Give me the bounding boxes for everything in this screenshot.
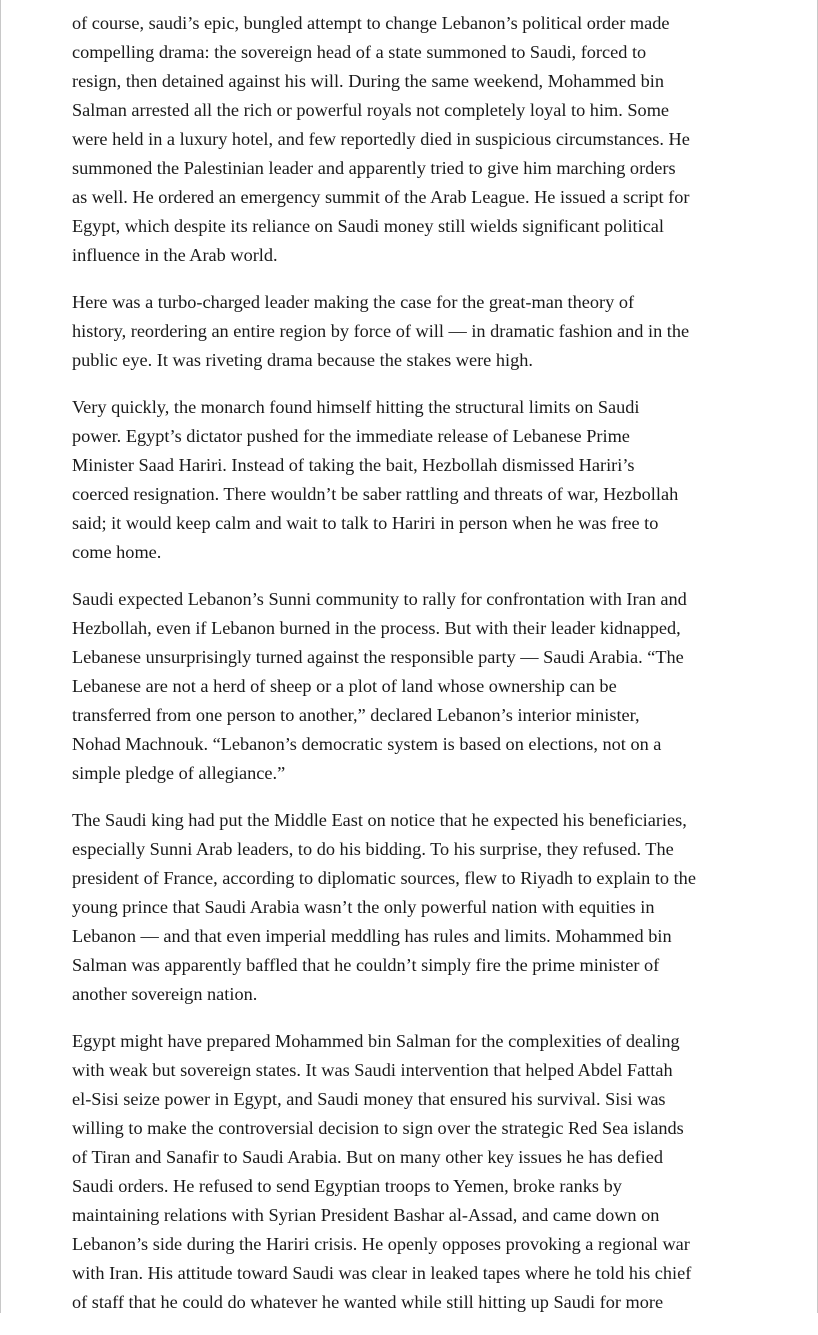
text-line: of staff that he could do whatever he wanted while still hitting up Saudi for more xyxy=(72,1292,664,1312)
text-line: history, reordering an entire region by force of will — in dramatic fashion and in the xyxy=(72,321,690,341)
paragraph-5 xyxy=(72,806,752,1009)
text-line: as well. He ordered an emergency summit of the Arab League. He issued a script for xyxy=(72,187,690,207)
paragraph-4 xyxy=(72,585,752,788)
text-line: el-Sisi seize power in Egypt, and Saudi money that ensured his survival. Sisi was xyxy=(72,1089,666,1109)
text-line: coerced resignation. There wouldn’t be saber rattling and threats of war, Hezbollah xyxy=(72,484,679,504)
paragraph-3 xyxy=(72,393,752,567)
text-line: resign, then detained against his will. During the same weekend, Mohammed bin xyxy=(72,71,664,91)
text-line: of Tiran and Sanafir to Saudi Arabia. But on many other key issues he has defied xyxy=(72,1147,663,1167)
text-line: Lebanese are not a herd of sheep or a plot of land whose ownership can be xyxy=(72,676,617,696)
text-line: transferred from one person to another,” declared Lebanon’s interior minister, xyxy=(72,705,640,725)
text-line: come home. xyxy=(72,542,162,562)
text-line: were held in a luxury hotel, and few reportedly died in suspicious circumstances. He xyxy=(72,129,690,149)
text-line: maintaining relations with Syrian President Bashar al-Assad, and came down on xyxy=(72,1205,660,1225)
text-line: power. Egypt’s dictator pushed for the immediate release of Lebanese Prime xyxy=(72,426,630,446)
text-line: Salman arrested all the rich or powerful royals not completely loyal to him. Some xyxy=(72,100,670,120)
text-line: Egypt might have prepared Mohammed bin Salman for the complexities of dealing xyxy=(72,1031,680,1051)
paragraph-2 xyxy=(72,288,752,375)
text-line: young prince that Saudi Arabia wasn’t the only powerful nation with equities in xyxy=(72,897,655,917)
text-line: president of France, according to diplomatic sources, flew to Riyadh to explain to the xyxy=(72,868,696,888)
text-line: influence in the Arab world. xyxy=(72,245,278,265)
text-line: Salman was apparently baffled that he couldn’t simply fire the prime minister of xyxy=(72,955,660,975)
text-line: Saudi expected Lebanon’s Sunni community to rally for confrontation with Iran and xyxy=(72,589,687,609)
text-line: Saudi orders. He refused to send Egyptian troops to Yemen, broke ranks by xyxy=(72,1176,622,1196)
text-line: said; it would keep calm and wait to talk to Hariri in person when he was free to xyxy=(72,513,659,533)
text-line: willing to make the controversial decision to sign over the strategic Red Sea islands xyxy=(72,1118,684,1138)
text-line: Hezbollah, even if Lebanon burned in the process. But with their leader kidnapped, xyxy=(72,618,681,638)
text-line: with Iran. His attitude toward Saudi was clear in leaked tapes where he told his chief xyxy=(72,1263,692,1283)
paragraph-6 xyxy=(72,1027,752,1317)
text-line: summoned the Palestinian leader and apparently tried to give him marching orders xyxy=(72,158,676,178)
text-line: public eye. It was riveting drama because the stakes were high. xyxy=(72,350,533,370)
text-line: Here was a turbo-charged leader making the case for the great-man theory of xyxy=(72,292,635,312)
text-line: Minister Saad Hariri. Instead of taking the bait, Hezbollah dismissed Hariri’s xyxy=(72,455,635,475)
text-line: another sovereign nation. xyxy=(72,984,258,1004)
text-line: Egypt, which despite its reliance on Saudi money still wields significant political xyxy=(72,216,664,236)
text-line: Very quickly, the monarch found himself hitting the structural limits on Saudi xyxy=(72,397,640,417)
text-line: Nohad Machnouk. “Lebanon’s democratic system is based on elections, not on a xyxy=(72,734,662,754)
text-line: The Saudi king had put the Middle East on notice that he expected his beneficiaries, xyxy=(72,810,687,830)
text-line: Lebanese unsurprisingly turned against the responsible party — Saudi Arabia. “The xyxy=(72,647,684,667)
text-line: of course, saudi’s epic, bungled attempt to change Lebanon’s political order made xyxy=(72,13,670,33)
text-line: compelling drama: the sovereign head of a state summoned to Saudi, forced to xyxy=(72,42,647,62)
text-line: Lebanon — and that even imperial meddling has rules and limits. Mohammed bin xyxy=(72,926,672,946)
paragraph-1 xyxy=(72,9,752,270)
text-line: especially Sunni Arab leaders, to do his bidding. To his surprise, they refused. The xyxy=(72,839,674,859)
text-line: Lebanon’s side during the Hariri crisis. He openly opposes provoking a regional war xyxy=(72,1234,690,1254)
article-body xyxy=(72,9,752,1335)
text-line: with weak but sovereign states. It was Saudi intervention that helped Abdel Fattah xyxy=(72,1060,673,1080)
text-line: simple pledge of allegiance.” xyxy=(72,763,286,783)
